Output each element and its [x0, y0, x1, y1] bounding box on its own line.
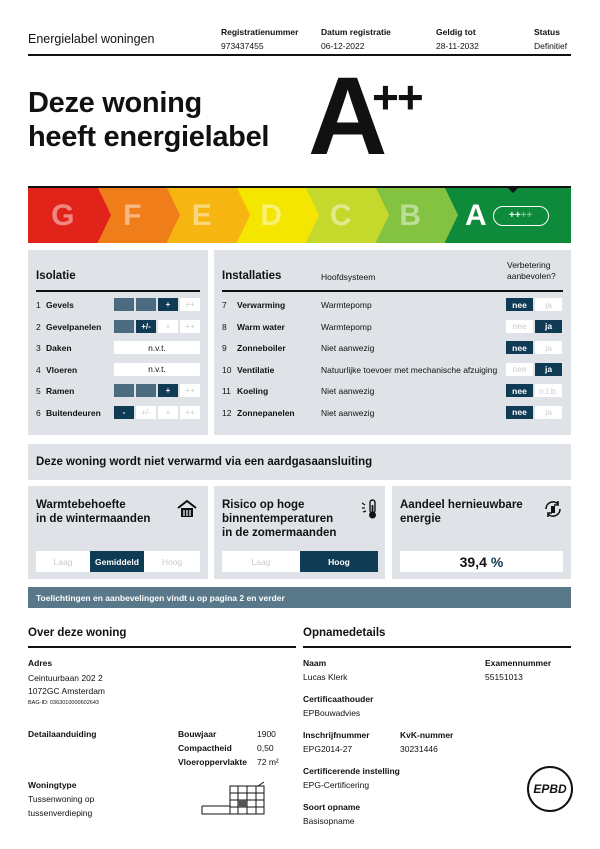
installation-row — [222, 363, 274, 377]
scale-letter: G — [51, 198, 75, 232]
main-system: Warmtepomp — [321, 321, 372, 332]
house-heat-icon — [176, 498, 198, 520]
installation-row — [222, 320, 285, 334]
scale-arrow — [376, 188, 389, 242]
document-title: Energielabel woningen — [28, 32, 155, 46]
address-label: Adres — [28, 658, 53, 668]
row-number: 9 — [222, 343, 227, 353]
divider — [303, 646, 571, 648]
scale-letter: E — [191, 198, 212, 232]
level-low: Laag — [222, 551, 300, 572]
rating-box: + — [158, 384, 178, 397]
rating-box: ++ — [180, 384, 200, 397]
row-number: 12 — [222, 407, 232, 418]
row-number: 10 — [222, 364, 232, 375]
floor-area: 72 m² — [257, 757, 279, 767]
floor-area-label: Vloeroppervlakte — [178, 757, 247, 767]
scale-arrow — [445, 188, 458, 242]
name-label: Naam — [303, 658, 327, 668]
active-marker-icon — [506, 186, 520, 193]
thermometer-icon — [359, 498, 381, 520]
scale-letter: F — [123, 198, 142, 232]
pill-active-plus: ++ — [508, 210, 521, 221]
insulation-row — [36, 298, 74, 312]
installation-row — [222, 298, 285, 312]
advice-toggle — [506, 341, 562, 354]
registration-no: EPG2014-27 — [303, 744, 353, 754]
overheating-risk-card: Risico op hoge binnentemperaturen in de zomermaanden — [214, 486, 385, 579]
rating-box: ++ — [180, 320, 200, 333]
renewable-share-value: 39,4 % — [400, 551, 563, 572]
row-number: 11 — [222, 386, 231, 396]
scale-segment-a — [445, 188, 571, 243]
scale-arrow — [237, 188, 250, 242]
exam-number: 55151013 — [485, 672, 523, 682]
advice-yes: ja — [535, 320, 562, 333]
installation-row — [222, 384, 268, 398]
row-name: Ventilatie — [237, 364, 275, 375]
recycle-battery-icon — [542, 498, 564, 520]
energy-label-letter: A — [308, 55, 386, 178]
main-system: Niet aanwezig — [321, 386, 375, 396]
scale-segment-g — [28, 188, 98, 243]
valid-until: Geldig tot 28-11-2032 — [436, 27, 479, 51]
divider — [28, 646, 296, 648]
row-number: 1 — [36, 300, 41, 310]
advice-no: nee — [506, 384, 533, 397]
pill-inactive-plus: ++ — [520, 210, 533, 221]
kvk-label: KvK-nummer — [400, 730, 454, 740]
level-medium: Gemiddeld — [90, 551, 144, 572]
main-system: Niet aanwezig — [321, 343, 375, 353]
scale-arrow — [306, 188, 319, 242]
home-type-line-1: Tussenwoning op — [28, 794, 95, 804]
advice-toggle — [506, 298, 562, 311]
not-applicable-box: n.v.t. — [114, 341, 200, 354]
rating-boxes — [114, 406, 200, 419]
rating-box — [136, 298, 156, 311]
scale-letter: C — [329, 198, 352, 232]
main-system: Natuurlijke toevoer met mechanische afzuiging — [321, 364, 498, 375]
registration-no-label: Inschrijfnummer — [303, 730, 370, 740]
compactness: 0,50 — [257, 743, 274, 753]
advice-yes: ja — [535, 406, 562, 419]
main-system: Warmtepomp — [321, 300, 372, 310]
renewable-energy-card: Aandeel hernieuwbare energie — [392, 486, 571, 579]
rating-box: ++ — [180, 406, 200, 419]
insulation-row — [36, 406, 101, 420]
installations-title: Installaties — [222, 270, 282, 282]
insulation-row — [36, 363, 77, 377]
energy-label-plus: ++ — [372, 71, 422, 123]
row-number: 5 — [36, 386, 41, 396]
address-line-2: 1072GC Amsterdam — [28, 686, 106, 696]
bag-id: BAG-ID: 0363010000602643 — [28, 700, 99, 706]
rating-box: + — [158, 320, 178, 333]
survey-type: Basisopname — [303, 816, 355, 826]
row-name: Daken — [46, 343, 72, 353]
rating-box — [114, 298, 134, 311]
scale-arrow — [167, 188, 180, 242]
survey-type-label: Soort opname — [303, 802, 361, 812]
main-system-header: Hoofdsysteem — [321, 272, 376, 282]
insulation-panel — [28, 250, 208, 435]
home-type-line-2: tussenverdieping — [28, 808, 93, 818]
explanation-banner: Toelichtingen en aanbevelingen vindt u op pagina 2 en verder — [28, 587, 571, 608]
row-name: Vloeren — [46, 364, 78, 375]
row-name: Zonneboiler — [237, 343, 286, 353]
rating-box: + — [158, 298, 178, 311]
epbd-seal-icon: EPBD — [527, 766, 573, 812]
row-name: Koeling — [237, 386, 269, 396]
rating-box: - — [114, 406, 134, 419]
installation-row — [222, 406, 295, 420]
rating-box: ++ — [180, 298, 200, 311]
apartment-building-icon — [200, 778, 268, 821]
advice-toggle — [506, 320, 562, 333]
advice-yes: ja — [535, 298, 562, 311]
row-name: Ramen — [46, 386, 75, 396]
exam-number-label: Examennummer — [485, 658, 552, 668]
level-high: Hoog — [300, 551, 378, 572]
row-name: Gevelpanelen — [46, 321, 102, 332]
certifying-body-label: Certificerende instelling — [303, 766, 400, 776]
advice-toggle — [506, 406, 562, 419]
row-number: 8 — [222, 321, 227, 332]
scale-letter: D — [260, 198, 283, 232]
certificate-holder-label: Certificaathouder — [303, 694, 374, 704]
gas-connection-notice: Deze woning wordt niet verwarmd via een aardgasaansluiting — [28, 444, 571, 480]
level-low: Laag — [36, 551, 90, 572]
header — [28, 22, 571, 56]
name: Lucas Klerk — [303, 672, 348, 682]
energy-label-scale — [28, 186, 571, 243]
advice-no: nee — [506, 341, 533, 354]
kvk-number: 30231446 — [400, 744, 438, 754]
heat-demand-card: Warmtebehoefte in de wintermaanden — [28, 486, 208, 579]
advice-toggle — [506, 384, 562, 397]
row-number: 7 — [222, 300, 227, 310]
advice-yes: ja — [535, 341, 562, 354]
certificate-holder: EPBouwadvies — [303, 708, 361, 718]
advice-no: nee — [506, 298, 533, 311]
insulation-row — [36, 384, 74, 398]
scale-arrow — [98, 188, 111, 242]
rating-boxes — [114, 320, 200, 333]
build-year-label: Bouwjaar — [178, 729, 217, 739]
row-number: 6 — [36, 407, 41, 418]
insulation-row — [36, 341, 72, 355]
row-name: Gevels — [46, 300, 74, 310]
scale-letter: B — [399, 198, 422, 232]
rating-box: +/- — [136, 406, 156, 419]
level-high: Hoog — [144, 551, 200, 572]
registration-number: Registratienummer 973437455 — [221, 27, 299, 51]
row-name: Buitendeuren — [46, 407, 101, 418]
advice-no: nee — [506, 320, 533, 333]
home-type-label: Woningtype — [28, 780, 77, 790]
hero-heading: Deze woning heeft energielabel — [28, 87, 270, 153]
advice-yes: ja — [535, 363, 562, 376]
status: Status Definitief — [534, 27, 568, 51]
scale-letter: A — [465, 198, 487, 232]
installations-panel — [214, 250, 571, 435]
rating-box: + — [158, 406, 178, 419]
heat-demand-levels — [36, 551, 200, 572]
plus-pill — [493, 206, 549, 226]
rating-boxes — [114, 298, 200, 311]
rating-boxes — [114, 384, 200, 397]
main-system: Niet aanwezig — [321, 407, 375, 418]
advice-yes: n.t.b. — [535, 384, 562, 397]
row-number: 2 — [36, 321, 41, 332]
row-name: Zonnepanelen — [237, 407, 295, 418]
row-name: Warm water — [237, 321, 285, 332]
registration-date: Datum registratie 06-12-2022 — [321, 27, 391, 51]
survey-details-title: Opnamedetails — [303, 627, 386, 639]
row-name: Verwarming — [237, 300, 286, 310]
overheating-levels — [222, 551, 378, 572]
certifying-body: EPG-Certificering — [303, 780, 370, 790]
detail-label: Detailaanduiding — [28, 729, 97, 739]
insulation-title: Isolatie — [36, 270, 76, 282]
advice-toggle — [506, 363, 562, 376]
rating-box — [136, 384, 156, 397]
address-line-1: Ceintuurbaan 202 2 — [28, 673, 103, 683]
divider — [36, 290, 200, 292]
rating-box: +/- — [136, 320, 156, 333]
advice-header: Verbetering aanbevolen? — [507, 260, 556, 281]
advice-no: nee — [506, 406, 533, 419]
advice-no: nee — [506, 363, 533, 376]
row-number: 4 — [36, 364, 41, 375]
compactness-label: Compactheid — [178, 743, 232, 753]
rating-box — [114, 384, 134, 397]
build-year: 1900 — [257, 729, 276, 739]
not-applicable-box: n.v.t. — [114, 363, 200, 376]
installation-row — [222, 341, 286, 355]
row-number: 3 — [36, 343, 41, 353]
insulation-row — [36, 320, 101, 334]
rating-box — [114, 320, 134, 333]
divider — [222, 290, 563, 292]
about-home-title: Over deze woning — [28, 627, 127, 639]
